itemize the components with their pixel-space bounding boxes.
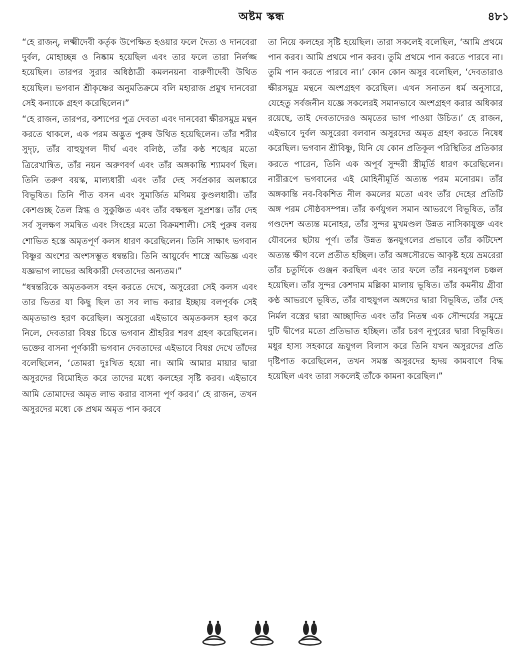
running-head: অষ্টম স্কন্ধ [238,10,285,23]
lotus-feet-ornament-icon [297,618,323,646]
page-number: ৪৮১ [487,10,509,23]
paragraph: “ধন্বন্তরিকে অমৃতকলস বহন করতে দেখে, অসুরেরা সেই কলস এবং তার ভিতর যা কিছু ছিল তা সব লাভ করার ইচ্ছায় বলপূর্বক সেই অমৃতভাণ্ড হরণ করেছিল। অসুরেরা এইভাবে অমৃতকলস হরণ করে নিলে, দেবতারা বিষণ্ণ চিত্তে ভগবান শ্রীহরির শরণ গ্রহণ করেছিলেন। ভক্তের বাসনা পূর্ণকারী ভগবান দেবতাদের এইভাবে বিষণ্ণ দেখে তাঁদের বলেছিলেন, ‘তোমরা দুঃখিত হয়ো না। আমি আমার মায়ার দ্বারা অসুরদের বিমোহিত করে তাদের মধ্যে কলহের সৃষ্টি করব। এইভাবে আমি তোমাদের অমৃত লাভ করার বাসনা পূর্ণ করব।’ হে রাজন, তখন অসুরদের মধ্যে কে প্রথম অমৃত পান করবে [22,283,257,415]
left-column [22,36,257,608]
paragraph: তা নিয়ে কলহের সৃষ্টি হয়েছিল। তারা সকলেই বলেছিল, ‘আমি প্রথমে পান করব। আমি প্রথমে পান করব। তুমি প্রথমে পান করতে পারবে না। তুমি পান করতে পারবে না।’ কোন কোন অসুর বলেছিল, ‘দেবতারাও ক্ষীরসমুদ্র মন্থনে অংশগ্রহণ করেছিল। এখন সনাতন ধর্ম অনুসারে, যেহেতু সর্বজনীন যজ্ঞে সকলেরই সমানভাবে অংশগ্রহণ করার অধিকার রয়েছে, তাই দেবতাদেরও অমৃতের ভাগ পাওয়া উচিত।’ হে রাজন, এইভাবে দুর্বল অসুরেরা বলবান অসুরদের অমৃত গ্রহণ করতে নিষেধ করেছিল। ভগবান শ্রীবিষ্ণু, যিনি যে কোন প্রতিকূল পরিস্থিতির প্রতিকার করতে পারেন, তিনি এক অপূর্ব সুন্দরী স্ত্রীমূর্তি ধারণ করেছিলেন। নারীরূপে ভগবানের এই মোহিনীমূর্তি অত্যন্ত পরম মনোরম। তাঁর অঙ্গকান্তি নব-বিকশিত নীল কমলের মতো এবং তাঁর দেহের প্রতিটি অঙ্গ পরম সৌষ্ঠবসম্পন্ন। তাঁর কর্ণযুগল সমান আভরণে বিভূষিত, তাঁর গণ্ডদেশ অত্যন্ত মনোহর, তাঁর সুন্দর মুখমণ্ডল উন্নত নাসিকাযুক্ত এবং যৌবনের ছটায় পূর্ণ। তাঁর উন্নত স্তনযুগলের প্রভাবে তাঁর কটিদেশ অত্যন্ত ক্ষীণ বলে প্রতীত হচ্ছিল। তাঁর অঙ্গসৌরভে আকৃষ্ট হয়ে ভ্রমরেরা তাঁর চতুর্দিকে গুঞ্জন করছিল এবং তার ফলে তাঁর নয়নযুগল চঞ্চল হয়েছিল। তাঁর সুন্দর কেশদাম মল্লিকা মালায় ভূষিত। তাঁর কমনীয় গ্রীবা কণ্ঠ আভরণে ভূষিত, তাঁর বাহুযুগল অঙ্গদের দ্বারা বিভূষিত, তাঁর দেহ নির্মল বস্ত্রের দ্বারা আচ্ছাদিত এবং তাঁর নিতম্ব এক সৌন্দর্যের সমুদ্রে দুটি দ্বীপের মতো প্রতিভাত হচ্ছিল। তাঁর চরণ নূপুরের দ্বারা বিভূষিত। মধুর হাস্য সহকারে ভ্রূযুগল বিলাস করে তিনি যখন অসুরদের প্রতি দৃষ্টিপাত করেছিলেন, তখন সমস্ত অসুরদের হৃদয় কামবাণে বিদ্ধ হয়েছিল এবং তারা সকলেই তাঁকে কামনা করেছিল।” [268,38,503,383]
lotus-feet-ornament-icon [201,618,227,646]
right-column [268,36,503,608]
paragraph: “হে রাজন্, লক্ষ্মীদেবী কর্তৃক উপেক্ষিত হওয়ার ফলে দৈত্য ও দানবেরা দুর্বল, মোহাচ্ছন্ন ও নিষ্কাম হয়েছিল এবং তার ফলে তারা নির্লজ্জ হয়েছিল। তারপর সুরার অধিষ্ঠাত্রী কমলনয়না বারুণীদেবী উথিত হয়েছিল। ভগবান শ্রীকৃষ্ণের অনুমতিক্রমে বলি মহারাজ প্রমুখ দানবেরা সেই কন্যাকে গ্রহণ করেছিলেন।” [22,38,257,109]
text-body [22,36,503,608]
page-header [0,6,523,26]
footer-ornaments [0,618,523,646]
lotus-feet-ornament-icon [249,618,275,646]
paragraph: “হে রাজন, তারপর, কশ্যপের পুত্র দেবতা এবং দানবেরা ক্ষীরসমুদ্র মন্থন করতে থাকলে, এক পরম অদ্ভুত পুরুষ উথিত হয়েছিলেন। তাঁর শরীর সুদৃঢ়, তাঁর বাহুযুগল দীর্ঘ এবং বলিষ্ঠ, তাঁর কণ্ঠ শঙ্খের মতো ত্রিরেখান্বিত, তাঁর নয়ন অরুণবর্ণ এবং তাঁর অঙ্গকান্তি শ্যামবর্ণ ছিল। তিনি তরুণ বয়স্ক, মাল্যধারী এবং তাঁর দেহ সর্বপ্রকার অলঙ্কারে বিভূষিত। তিনি পীত বসন এবং সুমার্জিত মণিময় কুণ্ডলধারী। তাঁর কেশগুচ্ছ তৈল স্নিগ্ধ ও সুকুঞ্চিত এবং তাঁর বক্ষস্থল সুপ্রশস্ত। তাঁর দেহ সর্ব সুলক্ষণ সমন্বিত এবং সিংহের মতো বিক্রমশালী। সেই পুরুষ বলয় শোভিত হস্তে অমৃতপূর্ণ কলস ধারণ করেছিলেন। তিনি সাক্ষাৎ ভগবান বিষ্ণুর অংশের অংশসম্ভূত ধন্বন্তরি। তিনি আয়ুর্বেদ শাস্ত্রে অভিজ্ঞ এবং যজ্ঞভাগ লাভের অধিকারী দেবতাদের অন্যতম।” [22,115,257,278]
